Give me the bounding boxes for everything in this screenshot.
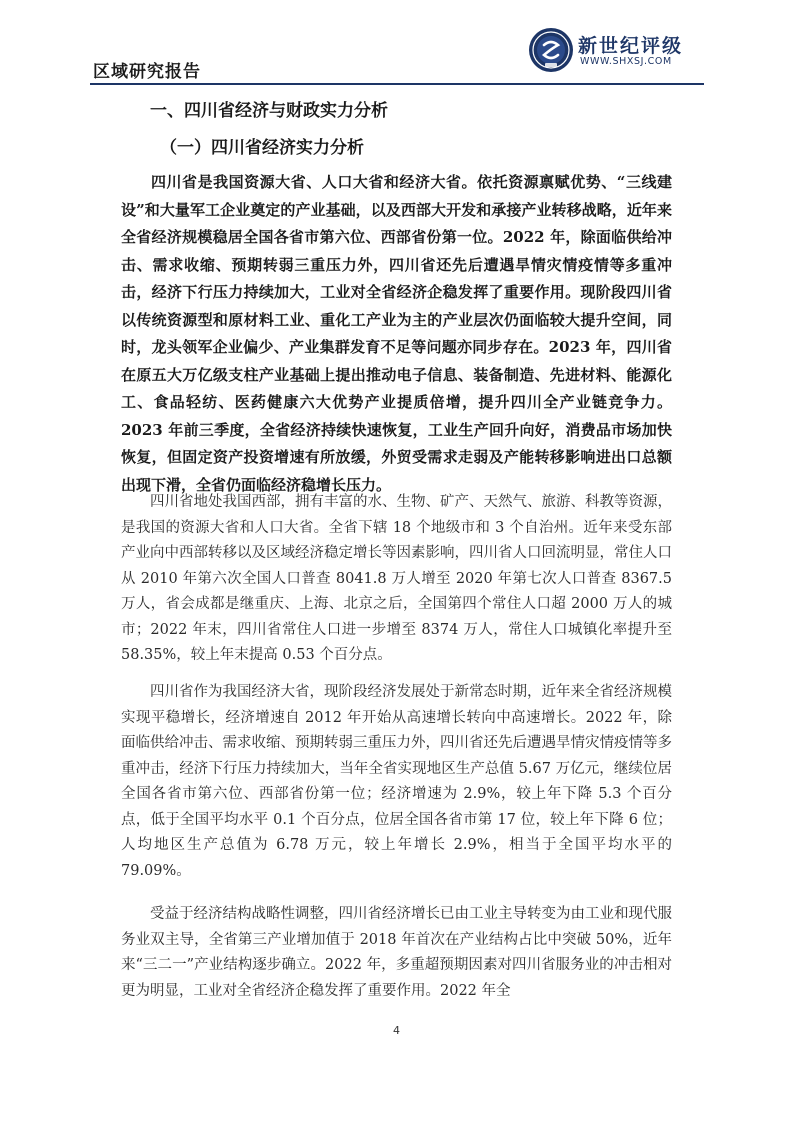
header-divider [90,83,704,85]
body-paragraph-population: 四川省地处我国西部，拥有丰富的水、生物、矿产、天然气、旅游、科教等资源，是我国的资源大省和人口大省。全省下辖 18 个地级市和 3 个自治州。近年来受东部产业向中西部转移以及区域经济稳定增长等因素影响，四川省人口回流明显，常住人口从 2010 年第六次全国人口普查 8041.8 万人增至 2020 年第七次人口普查 8367.5 万人，省会成都是继重庆、上海、北京之后，全国第四个常住人口超 2000 万人的城市；2022 年末，四川省常住人口进一步增至 8374 万人，常住人口城镇化率提升至 58.35%，较上年末提高 0.53 个百分点。 [121,494,672,663]
header-section-title: 区域研究报告 [93,62,201,82]
body-paragraph-structure: 受益于经济结构战略性调整，四川省经济增长已由工业主导转变为由工业和现代服务业双主导，全省第三产业增加值于 2018 年首次在产业结构占比中突破 50%，近年来“三二一”产业结构逐步确立。2022 年，多重超预期因素对四川省服务业的冲击相对更为明显，工业对全省经济企稳发挥了重要作用。2022 年全 [121,906,672,999]
summary-paragraph: 四川省是我国资源大省、人口大省和经济大省。依托资源禀赋优势、“三线建设”和大量军工企业奠定的产业基础，以及西部大开发和承接产业转移战略，近年来全省经济规模稳居全国各省市第六位、西部省份第一位。2022 年，除面临供给冲击、需求收缩、预期转弱三重压力外，四川省还先后遭遇旱情灾情疫情等多重冲击，经济下行压力持续加大，工业对全省经济企稳发挥了重要作用。现阶段四川省以传统资源型和原材料工业、重化工产业为主的产业层次仍面临较大提升空间，同时，龙头领军企业偏少、产业集群发育不足等问题亦同步存在。2023 年，四川省在原五大万亿级支柱产业基础上提出推动电子信息、装备制造、先进材料、能源化工、食品轻纺、医药健康六大优势产业提质倍增，提升四川全产业链竞争力。2023 年前三季度，全省经济持续快速恢复，工业生产回升向好，消费品市场加快恢复，但固定资产投资增速有所放缓，外贸受需求走弱及产能转移影响进出口总额出现下滑，全省仍面临经济稳增长压力。 [121,173,672,494]
page-number: 4 [393,1024,400,1037]
body-paragraph-economy: 四川省作为我国经济大省，现阶段经济发展处于新常态时期，近年来全省经济规模实现平稳增长，经济增速自 2012 年开始从高速增长转向中高速增长。2022 年，除面临供给冲击、需求收缩、预期转弱三重压力外，四川省还先后遭遇旱情灾情疫情等多重冲击，经济下行压力持续加大，当年全省实现地区生产总值 5.67 万亿元，继续位居全国各省市第六位、西部省份第一位；经济增速为 2.9%，较上年下降 5.3 个百分点，低于全国平均水平 0.1 个百分点，位居全国各省市第 17 位，较上年下降 6 位；人均地区生产总值为 6.78 万元，较上年增长 2.9%，相当于全国平均水平的 79.09%。 [121,684,672,879]
logo-badge-icon [528,27,574,73]
subsection-heading: （一）四川省经济实力分析 [160,138,364,158]
logo-url: WWW.SHXSJ.COM [580,56,672,67]
logo-name: 新世纪评级 [578,35,684,57]
brand-logo [528,27,704,77]
section-heading: 一、四川省经济与财政实力分析 [150,101,388,121]
